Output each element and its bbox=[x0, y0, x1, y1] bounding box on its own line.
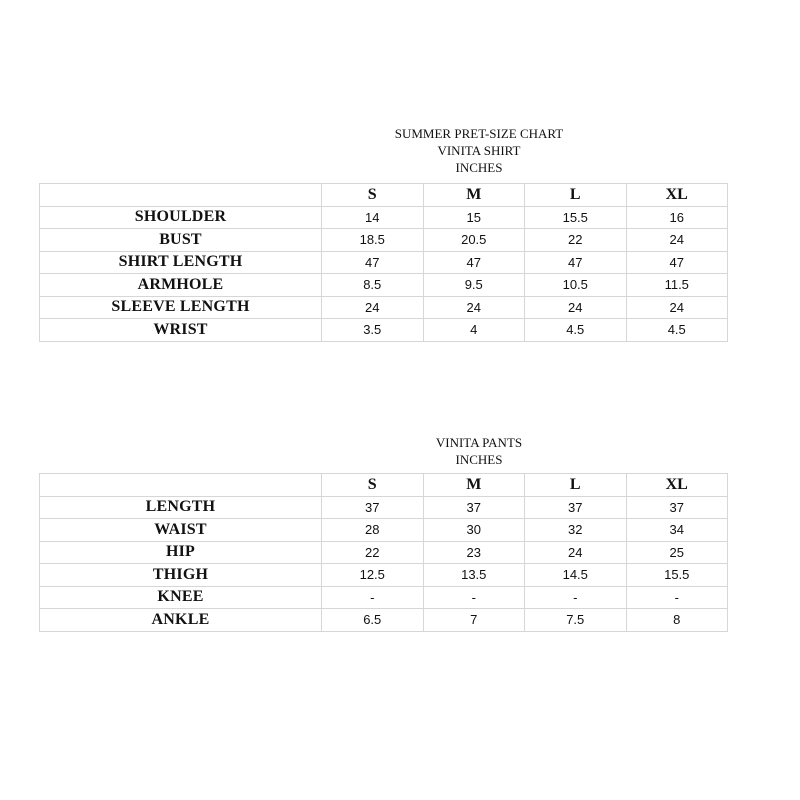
pants-unit-label: INCHES bbox=[455, 452, 503, 467]
table-row bbox=[40, 251, 728, 274]
measurement-value: 32 bbox=[525, 519, 627, 542]
size-header-m: M bbox=[423, 184, 525, 207]
measurement-label: BUST bbox=[40, 229, 322, 252]
measurement-value: 30 bbox=[423, 519, 525, 542]
measurement-value: 11.5 bbox=[626, 274, 728, 297]
table-row bbox=[40, 609, 728, 632]
measurement-value: 37 bbox=[423, 496, 525, 519]
shirt-subtitle: VINITA SHIRT bbox=[437, 143, 521, 158]
measurement-value: 4 bbox=[423, 319, 525, 342]
measurement-label: SHIRT LENGTH bbox=[40, 251, 322, 274]
measurement-value: 28 bbox=[322, 519, 424, 542]
shirt-size-table bbox=[39, 183, 728, 342]
measurement-label: LENGTH bbox=[40, 496, 322, 519]
measurement-value: - bbox=[525, 586, 627, 609]
measurement-value: 7.5 bbox=[525, 609, 627, 632]
chart-title: SUMMER PRET-SIZE CHART bbox=[394, 126, 564, 141]
measurement-value: 34 bbox=[626, 519, 728, 542]
measurement-value: 22 bbox=[322, 541, 424, 564]
measurement-value: 24 bbox=[322, 296, 424, 319]
measurement-label: HIP bbox=[40, 541, 322, 564]
shirt-header-row bbox=[40, 184, 728, 207]
header-blank-cell bbox=[40, 474, 322, 497]
measurement-value: 25 bbox=[626, 541, 728, 564]
measurement-value: 15.5 bbox=[626, 564, 728, 587]
measurement-label: WAIST bbox=[40, 519, 322, 542]
pants-subtitle: VINITA PANTS bbox=[435, 435, 523, 450]
measurement-value: 4.5 bbox=[626, 319, 728, 342]
size-header-l: L bbox=[525, 184, 627, 207]
measurement-value: 20.5 bbox=[423, 229, 525, 252]
measurement-value: 47 bbox=[525, 251, 627, 274]
table-row bbox=[40, 319, 728, 342]
pants-table-body bbox=[40, 496, 728, 631]
measurement-label: KNEE bbox=[40, 586, 322, 609]
pants-size-table bbox=[39, 473, 728, 632]
measurement-value: 24 bbox=[423, 296, 525, 319]
measurement-value: 6.5 bbox=[322, 609, 424, 632]
measurement-value: 24 bbox=[525, 541, 627, 564]
header-blank-cell bbox=[40, 184, 322, 207]
measurement-value: 13.5 bbox=[423, 564, 525, 587]
table-row bbox=[40, 296, 728, 319]
measurement-value: 8.5 bbox=[322, 274, 424, 297]
measurement-value: 18.5 bbox=[322, 229, 424, 252]
measurement-value: 37 bbox=[525, 496, 627, 519]
measurement-value: 22 bbox=[525, 229, 627, 252]
size-header-xl: XL bbox=[626, 474, 728, 497]
table-row bbox=[40, 206, 728, 229]
measurement-value: 15 bbox=[423, 206, 525, 229]
measurement-value: - bbox=[626, 586, 728, 609]
measurement-value: 15.5 bbox=[525, 206, 627, 229]
size-header-s: S bbox=[322, 474, 424, 497]
shirt-chart-heading bbox=[0, 125, 800, 176]
measurement-value: 14.5 bbox=[525, 564, 627, 587]
measurement-value: 14 bbox=[322, 206, 424, 229]
measurement-label: SHOULDER bbox=[40, 206, 322, 229]
measurement-value: 7 bbox=[423, 609, 525, 632]
measurement-value: 9.5 bbox=[423, 274, 525, 297]
measurement-value: 37 bbox=[322, 496, 424, 519]
measurement-label: ANKLE bbox=[40, 609, 322, 632]
measurement-value: 10.5 bbox=[525, 274, 627, 297]
measurement-value: 8 bbox=[626, 609, 728, 632]
measurement-label: THIGH bbox=[40, 564, 322, 587]
pants-header-row bbox=[40, 474, 728, 497]
table-row bbox=[40, 564, 728, 587]
measurement-label: SLEEVE LENGTH bbox=[40, 296, 322, 319]
table-row bbox=[40, 541, 728, 564]
measurement-value: 24 bbox=[626, 296, 728, 319]
size-header-xl: XL bbox=[626, 184, 728, 207]
measurement-value: 24 bbox=[525, 296, 627, 319]
table-row bbox=[40, 274, 728, 297]
measurement-value: 3.5 bbox=[322, 319, 424, 342]
measurement-value: 4.5 bbox=[525, 319, 627, 342]
table-row bbox=[40, 519, 728, 542]
table-row bbox=[40, 229, 728, 252]
measurement-value: 47 bbox=[626, 251, 728, 274]
pants-chart-heading bbox=[0, 434, 800, 468]
size-header-l: L bbox=[525, 474, 627, 497]
measurement-value: 24 bbox=[626, 229, 728, 252]
size-header-m: M bbox=[423, 474, 525, 497]
measurement-label: ARMHOLE bbox=[40, 274, 322, 297]
measurement-value: 16 bbox=[626, 206, 728, 229]
measurement-label: WRIST bbox=[40, 319, 322, 342]
measurement-value: 12.5 bbox=[322, 564, 424, 587]
table-row bbox=[40, 586, 728, 609]
size-header-s: S bbox=[322, 184, 424, 207]
table-row bbox=[40, 496, 728, 519]
measurement-value: - bbox=[423, 586, 525, 609]
measurement-value: 37 bbox=[626, 496, 728, 519]
measurement-value: 23 bbox=[423, 541, 525, 564]
measurement-value: 47 bbox=[322, 251, 424, 274]
measurement-value: - bbox=[322, 586, 424, 609]
measurement-value: 47 bbox=[423, 251, 525, 274]
shirt-unit-label: INCHES bbox=[455, 160, 503, 175]
shirt-table-body bbox=[40, 206, 728, 341]
